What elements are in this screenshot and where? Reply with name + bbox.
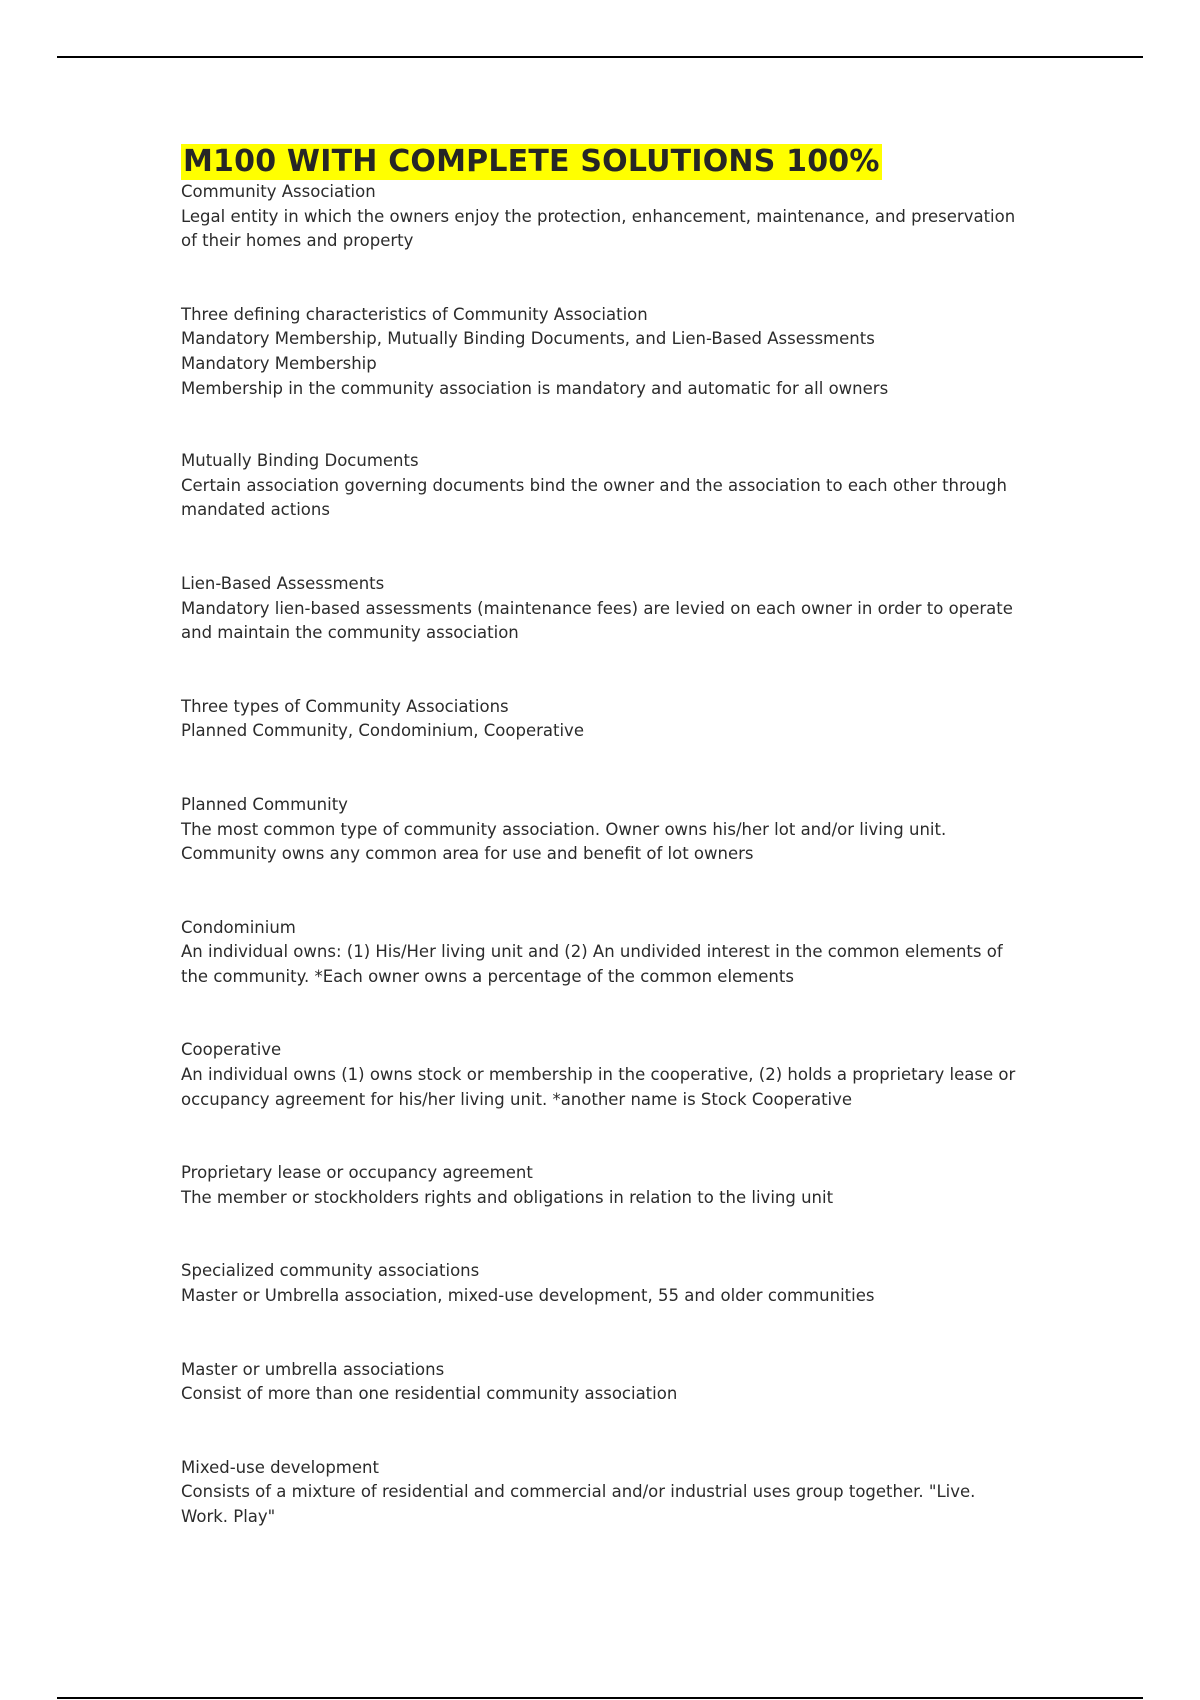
entry-definition: Membership in the community association is mandatory and automatic for all owners [181,378,889,398]
entry-definition: Community owns any common area for use and benefit of lot owners [181,844,754,864]
entry-cooperative [181,1038,1021,1112]
entry-term: Three defining characteristics of Community Association [181,304,648,324]
spacer [181,744,1021,793]
entry-definition: Mandatory Membership, Mutually Binding Documents, and Lien-Based Assessments [181,329,875,349]
entry-community-association [181,180,1021,254]
entry-definition: Consists of a mixture of residential and commercial and/or industrial uses group together. "Live. [181,1482,976,1502]
spacer [181,867,1021,916]
entry-term: Specialized community associations [181,1261,480,1281]
entry-term: Proprietary lease or occupancy agreement [181,1163,533,1183]
entry-term: Three types of Community Associations [181,696,509,716]
entry-master-umbrella [181,1358,1021,1407]
entry-definition: An individual owns: (1) His/Her living unit and (2) An undivided interest in the common elements of [181,942,1003,962]
entry-term: Mutually Binding Documents [181,451,419,471]
entry-term: Master or umbrella associations [181,1359,445,1379]
entry-lien-based-assessments [181,572,1021,646]
entry-term: Community Association [181,182,376,201]
entry-definition: mandated actions [181,500,330,520]
document-body [181,144,1021,1530]
spacer [181,1407,1021,1456]
spacer [181,989,1021,1038]
spacer [181,254,1021,303]
entry-specialized-associations [181,1259,1021,1308]
spacer [181,1112,1021,1161]
entry-mandatory-membership [181,352,1021,401]
entry-definition: occupancy agreement for his/her living unit. *another name is Stock Cooperative [181,1089,853,1109]
entry-definition: Consist of more than one residential community association [181,1384,678,1404]
entry-term: Mandatory Membership [181,353,377,373]
entry-term: Lien-Based Assessments [181,573,385,593]
entry-proprietary-lease [181,1161,1021,1210]
entry-definition: Certain association governing documents bind the owner and the association to each other through [181,475,1007,495]
entry-term: Mixed-use development [181,1457,379,1477]
entry-definition: Work. Play" [181,1507,276,1526]
document-title: M100 WITH COMPLETE SOLUTIONS 100% [183,144,880,179]
spacer [181,523,1021,572]
entry-term: Cooperative [181,1040,282,1060]
entry-planned-community [181,793,1021,867]
spacer [181,1210,1021,1259]
entry-definition: The most common type of community association. Owner owns his/her lot and/or living unit. [181,819,947,839]
entry-definition: of their homes and property [181,231,414,251]
footer-rule [57,1697,1143,1699]
spacer [181,1309,1021,1358]
header-rule [57,56,1143,58]
entry-definition: Legal entity in which the owners enjoy the protection, enhancement, maintenance, and preservation [181,206,1016,226]
entry-term: Condominium [181,917,296,937]
entry-three-types [181,695,1021,744]
spacer [181,646,1021,695]
entry-three-defining-characteristics [181,303,1021,352]
entry-mutually-binding-documents [181,449,1021,523]
entry-condominium [181,916,1021,990]
entry-definition: the community. *Each owner owns a percentage of the common elements [181,966,794,986]
entry-mixed-use-development [181,1456,1021,1530]
entry-definition: Mandatory lien-based assessments (maintenance fees) are levied on each owner in order to operate [181,598,1013,618]
entry-definition: Master or Umbrella association, mixed-use development, 55 and older communities [181,1286,875,1306]
entry-term: Planned Community [181,794,348,814]
spacer [181,401,1021,449]
entry-definition: and maintain the community association [181,623,519,643]
entry-definition: The member or stockholders rights and obligations in relation to the living unit [181,1187,834,1207]
entry-definition: An individual owns (1) owns stock or membership in the cooperative, (2) holds a proprietary lease or [181,1065,1016,1085]
entry-definition: Planned Community, Condominium, Cooperative [181,721,584,741]
